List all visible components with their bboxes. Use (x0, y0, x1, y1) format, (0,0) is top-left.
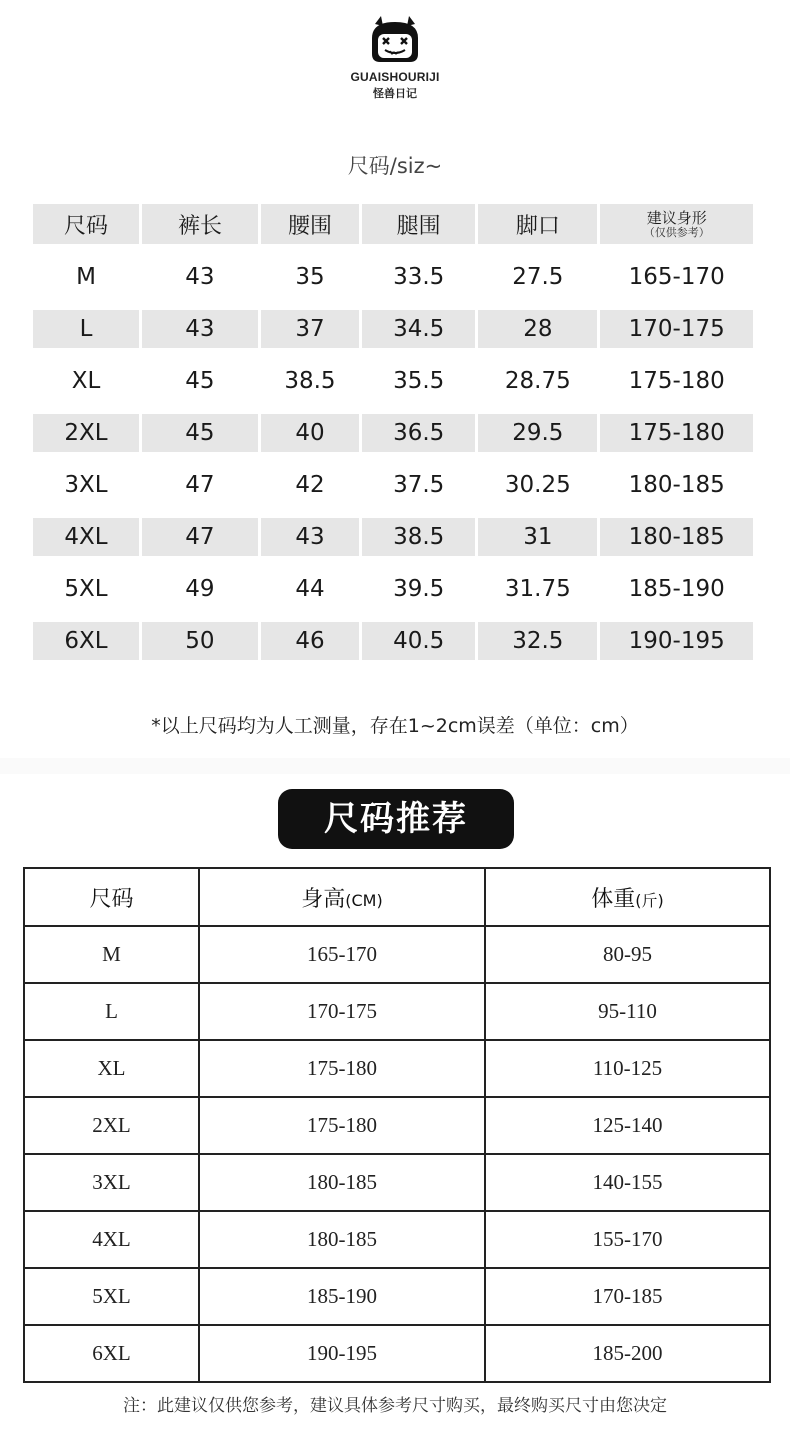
header-leg-opening: 脚口 (478, 204, 597, 244)
header-size: 尺码 (33, 204, 139, 244)
cell-size: M (24, 926, 199, 983)
cell-suggested-build: 175-180 (628, 368, 725, 394)
section-divider (0, 758, 790, 774)
cell-thigh: 36.5 (362, 414, 475, 452)
cell-waist: 42 (295, 472, 325, 498)
cell-height: 180-185 (199, 1211, 485, 1268)
cell-suggested-build: 180-185 (600, 518, 753, 556)
table-row (33, 556, 753, 622)
table-row (24, 1211, 770, 1268)
purchase-note: 注：此建议仅供您参考，建议具体参考尺寸购买，最终购买尺寸由您决定 (123, 1396, 667, 1416)
cell-thigh: 35.5 (393, 368, 445, 394)
cell-weight: 80-95 (485, 926, 770, 983)
cell-suggested-build: 185-190 (628, 576, 725, 602)
table-row (33, 244, 753, 310)
cell-size: 3XL (24, 1154, 199, 1211)
cell-size: 4XL (33, 518, 139, 556)
table-row (24, 1097, 770, 1154)
cell-leg-opening: 32.5 (478, 622, 597, 660)
cell-pants-length: 45 (185, 368, 215, 394)
header-weight-label: 体重 (591, 886, 636, 912)
header-suggested-build-main: 建议身形 (646, 208, 707, 227)
cell-thigh: 40.5 (362, 622, 475, 660)
cell-height: 185-190 (199, 1268, 485, 1325)
cell-size: 2XL (33, 414, 139, 452)
table-row (33, 348, 753, 414)
cell-suggested-build: 175-180 (600, 414, 753, 452)
table-row (24, 1325, 770, 1382)
cell-pants-length: 47 (185, 472, 215, 498)
table-row (33, 414, 753, 452)
cell-size: 6XL (24, 1325, 199, 1382)
cell-height: 175-180 (199, 1040, 485, 1097)
cell-weight: 185-200 (485, 1325, 770, 1382)
brand-logo (0, 14, 790, 101)
recommend-badge: 尺码推荐 (278, 789, 514, 849)
cell-height: 180-185 (199, 1154, 485, 1211)
cell-waist: 37 (261, 310, 359, 348)
cell-size: 5XL (64, 576, 108, 602)
header-height (199, 868, 485, 926)
cell-leg-opening: 27.5 (512, 264, 564, 290)
cell-waist: 46 (261, 622, 359, 660)
cell-height: 190-195 (199, 1325, 485, 1382)
header-waist: 腰围 (261, 204, 359, 244)
header-height-unit: (CM) (345, 890, 383, 910)
cell-size: L (33, 310, 139, 348)
cell-pants-length: 49 (185, 576, 215, 602)
table-row (33, 452, 753, 518)
cell-thigh: 39.5 (393, 576, 445, 602)
cell-size: L (24, 983, 199, 1040)
size-chart-title: 尺码/siz~ (347, 154, 443, 178)
header-thigh: 腿围 (362, 204, 475, 244)
brand-name-cn: 怪兽日记 (373, 87, 417, 100)
measurement-note: *以上尺码均为人工测量，存在1~2cm误差（单位：cm） (151, 715, 639, 737)
cell-waist: 38.5 (284, 368, 336, 394)
cell-size: 4XL (24, 1211, 199, 1268)
cell-pants-length: 50 (142, 622, 258, 660)
cell-leg-opening: 29.5 (478, 414, 597, 452)
monster-logo-icon (367, 14, 423, 66)
cell-waist: 44 (295, 576, 325, 602)
cell-waist: 35 (295, 264, 325, 290)
table-header-row (24, 868, 770, 926)
cell-size: XL (24, 1040, 199, 1097)
cell-size: 5XL (24, 1268, 199, 1325)
size-recommend-table (23, 867, 771, 1383)
header-size: 尺码 (24, 868, 199, 926)
size-measurement-table (30, 204, 756, 660)
header-pants-length: 裤长 (142, 204, 258, 244)
cell-weight: 95-110 (485, 983, 770, 1040)
table-row (33, 622, 753, 660)
cell-size: M (76, 264, 96, 290)
cell-height: 170-175 (199, 983, 485, 1040)
cell-pants-length: 43 (185, 264, 215, 290)
cell-height: 165-170 (199, 926, 485, 983)
cell-thigh: 37.5 (393, 472, 445, 498)
cell-leg-opening: 31.75 (504, 576, 571, 602)
table-row (24, 926, 770, 983)
cell-thigh: 33.5 (393, 264, 445, 290)
header-suggested-build (600, 204, 753, 244)
cell-suggested-build: 180-185 (628, 472, 725, 498)
cell-thigh: 38.5 (362, 518, 475, 556)
table-row (24, 1040, 770, 1097)
header-suggested-build-sub: （仅供参考） (643, 225, 710, 239)
cell-pants-length: 47 (142, 518, 258, 556)
cell-weight: 170-185 (485, 1268, 770, 1325)
header-height-label: 身高 (301, 886, 346, 912)
table-header-row (33, 204, 753, 244)
cell-waist: 43 (261, 518, 359, 556)
cell-weight: 125-140 (485, 1097, 770, 1154)
cell-leg-opening: 28 (478, 310, 597, 348)
cell-size: 6XL (33, 622, 139, 660)
brand-name: GUAISHOURIJI (350, 70, 440, 84)
table-row (33, 310, 753, 348)
cell-suggested-build: 165-170 (628, 264, 725, 290)
table-row (24, 983, 770, 1040)
cell-thigh: 34.5 (362, 310, 475, 348)
cell-weight: 110-125 (485, 1040, 770, 1097)
cell-leg-opening: 28.75 (504, 368, 571, 394)
cell-waist: 40 (261, 414, 359, 452)
header-weight (485, 868, 770, 926)
cell-size: 3XL (64, 472, 108, 498)
cell-pants-length: 45 (142, 414, 258, 452)
cell-suggested-build: 190-195 (600, 622, 753, 660)
cell-height: 175-180 (199, 1097, 485, 1154)
cell-pants-length: 43 (142, 310, 258, 348)
cell-leg-opening: 31 (478, 518, 597, 556)
table-row (24, 1268, 770, 1325)
cell-suggested-build: 170-175 (600, 310, 753, 348)
cell-leg-opening: 30.25 (504, 472, 571, 498)
header-weight-unit: (斤) (635, 890, 664, 910)
table-row (33, 518, 753, 556)
cell-size: 2XL (24, 1097, 199, 1154)
table-row (24, 1154, 770, 1211)
cell-weight: 155-170 (485, 1211, 770, 1268)
cell-weight: 140-155 (485, 1154, 770, 1211)
cell-size: XL (71, 368, 101, 394)
